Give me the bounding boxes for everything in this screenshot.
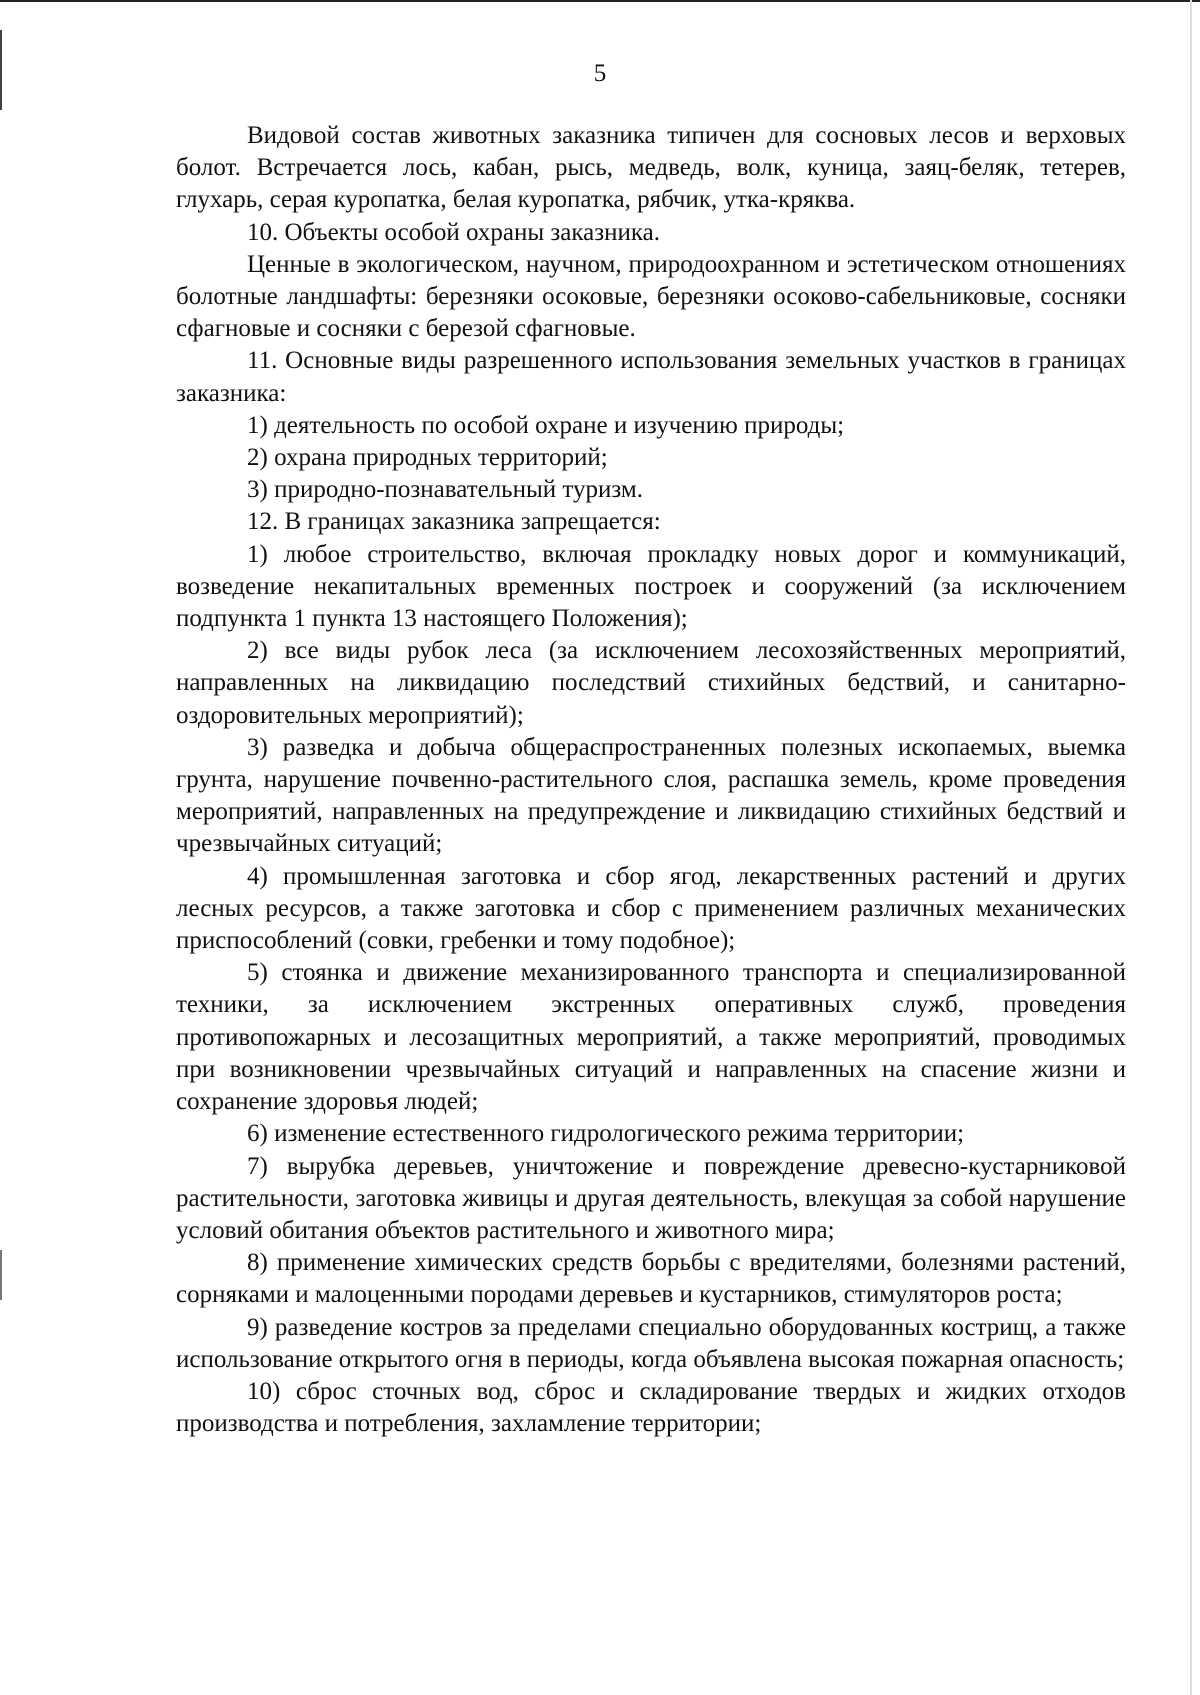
list-item-ban-4: 4) промышленная заготовка и сбор ягод, лекарственных растений и других лесных ресурсов, а также заготовка и сбор с применением различных механических приспособлений (совки, гребенки и тому подобное); [176,862,1126,955]
scan-border-top [0,0,1200,2]
list-item-ban-7: 7) вырубка деревьев, уничтожение и повреждение древесно-кустарниковой растительности, заготовка живицы и другая деятельность, влекущая за собой нарушение условий обитания объектов растительного и животного мира; [176,1152,1126,1244]
list-item-ban-2: 2) все виды рубок леса (за исключением лесохозяйственных мероприятий, направленных на ликвидацию последствий стихийных бедствий, и санитарно-оздоровительных мероприятий); [176,637,1126,729]
scan-border-right [1190,0,1192,1695]
paragraph-heading-10: 10. Объекты особой охраны заказника. [247,218,661,246]
list-item-ban-5: 5) стоянка и движение механизированного транспорта и специализированной техники, за исключением экстренных оперативных служб, проведения противопожарных и лесозащитных мероприятий, а также мероприятий, проводимых при возникновении чрезвычайных ситуаций и направленных на спасение жизни и сохранение здоровья людей; [176,959,1126,1116]
paragraph-fauna: Видовой состав животных заказника типичен для сосновых лесов и верховых болот. Встречается лось, кабан, рысь, медведь, волк, куница, заяц-беляк, тетерев, глухарь, серая куропатка, белая куропатка, рябчик, утка-кряква. [176,122,1126,214]
scan-border-left-lower [0,1250,2,1300]
list-item-ban-6: 6) изменение естественного гидрологического режима территории; [247,1120,965,1148]
list-item-ban-10: 10) сброс сточных вод, сброс и складирование твердых и жидких отходов производства и потребления, захламление территории; [176,1377,1126,1438]
list-item-ban-8: 8) применение химических средств борьбы с вредителями, болезнями растений, сорняками и малоценными породами деревьев и кустарников, стимуляторов роста; [176,1249,1126,1309]
list-item-ban-3: 3) разведка и добыча общераспространенных полезных ископаемых, выемка грунта, нарушение почвенно-растительного слоя, распашка земель, кроме проведения мероприятий, направленных на предупреждение и ликвидацию стихийных бедствий и чрезвычайных ситуаций; [176,733,1126,858]
list-item-ban-1: 1) любое строительство, включая прокладку новых дорог и коммуникаций, возведение некапитальных временных построек и сооружений (за исключением подпункта 1 пункта 13 настоящего Положения); [176,540,1126,633]
paragraph-heading-11: 11. Основные виды разрешенного использования земельных участков в границах заказника: [176,347,1126,407]
paragraph-heading-12: 12. В границах заказника запрещается: [247,508,661,536]
page-number: 5 [593,60,607,87]
list-item-use-2: 2) охрана природных территорий; [247,444,608,472]
list-item-use-1: 1) деятельность по особой охране и изучению природы; [247,411,845,439]
list-item-use-3: 3) природно-познавательный туризм. [247,476,643,504]
document-body [176,120,1126,1440]
paragraph-protected-objects: Ценные в экологическом, научном, природоохранном и эстетическом отношениях болотные ландшафты: березняки осоковые, березняки осоково-сабельниковые, сосняки сфагновые и сосняки с березой сфагновые. [176,250,1126,343]
list-item-ban-9: 9) разведение костров за пределами специально оборудованных кострищ, а также использование открытого огня в периоды, когда объявлена высокая пожарная опасность; [176,1313,1126,1373]
